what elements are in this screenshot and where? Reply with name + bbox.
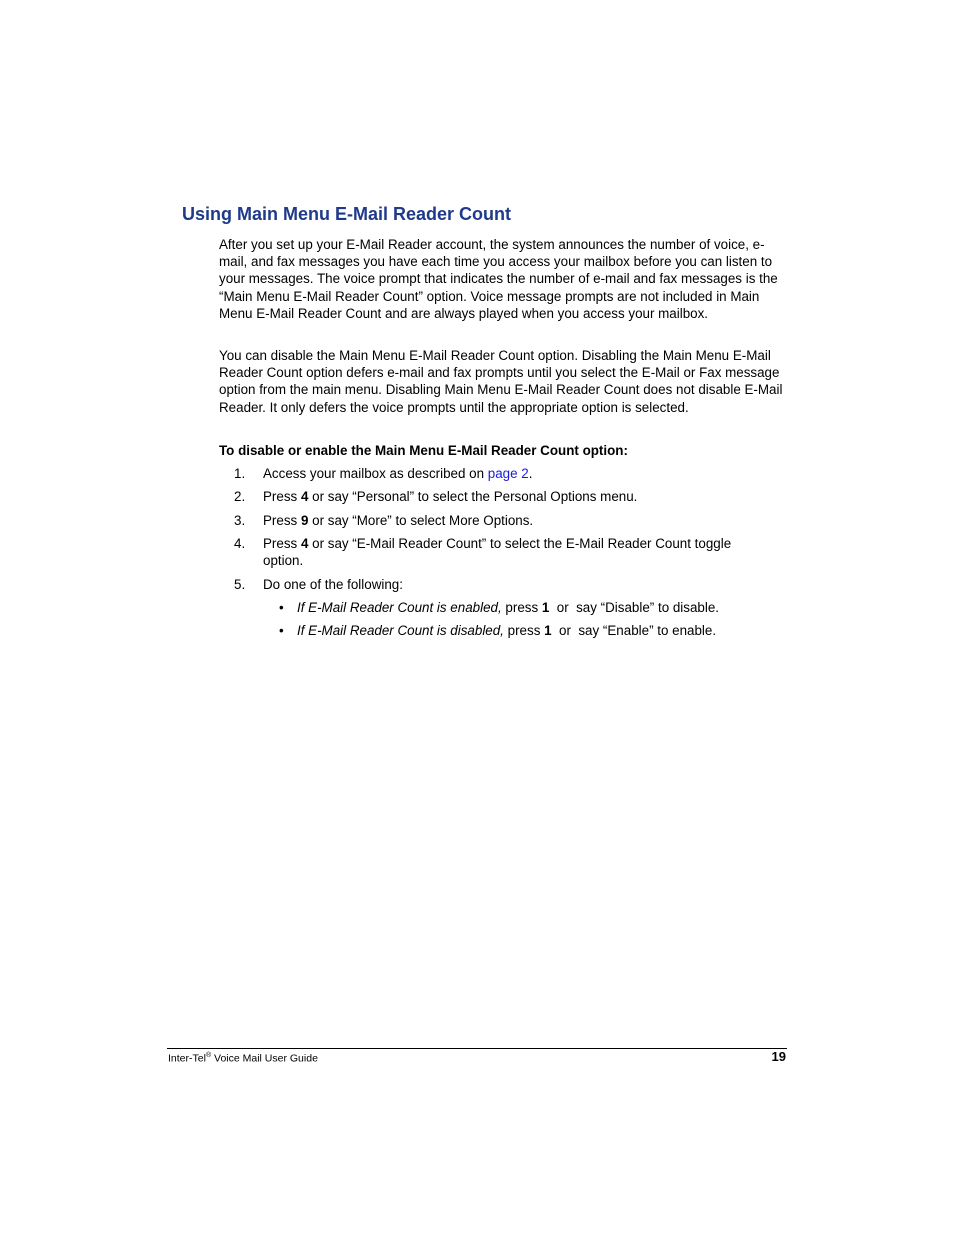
procedure-title: To disable or enable the Main Menu E-Mail Reader Count option:: [219, 443, 628, 458]
bullet-text: If E-Mail Reader Count is disabled, press 1 or say “Enable” to enable.: [297, 623, 717, 638]
page-link[interactable]: page 2: [487, 466, 529, 481]
key-label: 4: [300, 489, 309, 504]
intro-paragraph: After you set up your E-Mail Reader account, the system announces the number of voice, e-mail, and fax messages you have each time you access your mailbox before you can listen to your messages. The voice prompt that indicates the number of e-mail and fax messages is the “Main Menu E-Mail Reader Count” option. Voice message prompts are not included in Main Menu E-Mail Reader Count and are always played when you access your mailbox.: [219, 237, 778, 321]
footer-divider: [167, 1048, 787, 1049]
step-number: 2.: [234, 489, 246, 504]
step-text: Press 4 or say “E-Mail Reader Count” to select the E-Mail Reader Count toggle option.: [263, 536, 732, 569]
bullet-icon: •: [279, 600, 284, 615]
section-heading: Using Main Menu E-Mail Reader Count: [182, 204, 512, 224]
step-number: 1.: [234, 466, 246, 481]
step-text: Press 9 or say “More” to select More Options.: [263, 513, 534, 528]
step-number: 4.: [234, 536, 246, 551]
step-number: 5.: [234, 577, 246, 592]
step-number: 3.: [234, 513, 246, 528]
page-number: 19: [771, 1049, 786, 1064]
key-label: 1: [544, 623, 552, 638]
bullet-icon: •: [279, 623, 284, 638]
step-text: Press 4 or say “Personal” to select the Personal Options menu.: [263, 489, 638, 504]
key-label: 4: [300, 536, 309, 551]
footer-title: Inter-Tel® Voice Mail User Guide: [168, 1052, 318, 1065]
step-text: Do one of the following:: [263, 577, 403, 592]
disable-info-paragraph: You can disable the Main Menu E-Mail Reader Count option. Disabling the Main Menu E-Mail Reader Count option defers e-mail and fax prompts until you select the E-Mail or Fax message option from the main menu. Disabling Main Menu E-Mail Reader Count does not disable E-Mail Reader. It only defers the voice prompts until the appropriate option is selected.: [219, 348, 783, 415]
key-label: 9: [300, 513, 309, 528]
bullet-text: If E-Mail Reader Count is enabled, press 1 or say “Disable” to disable.: [297, 600, 720, 615]
step-text: Access your mailbox as described on page 2.: [263, 466, 533, 481]
key-label: 1: [541, 600, 550, 615]
